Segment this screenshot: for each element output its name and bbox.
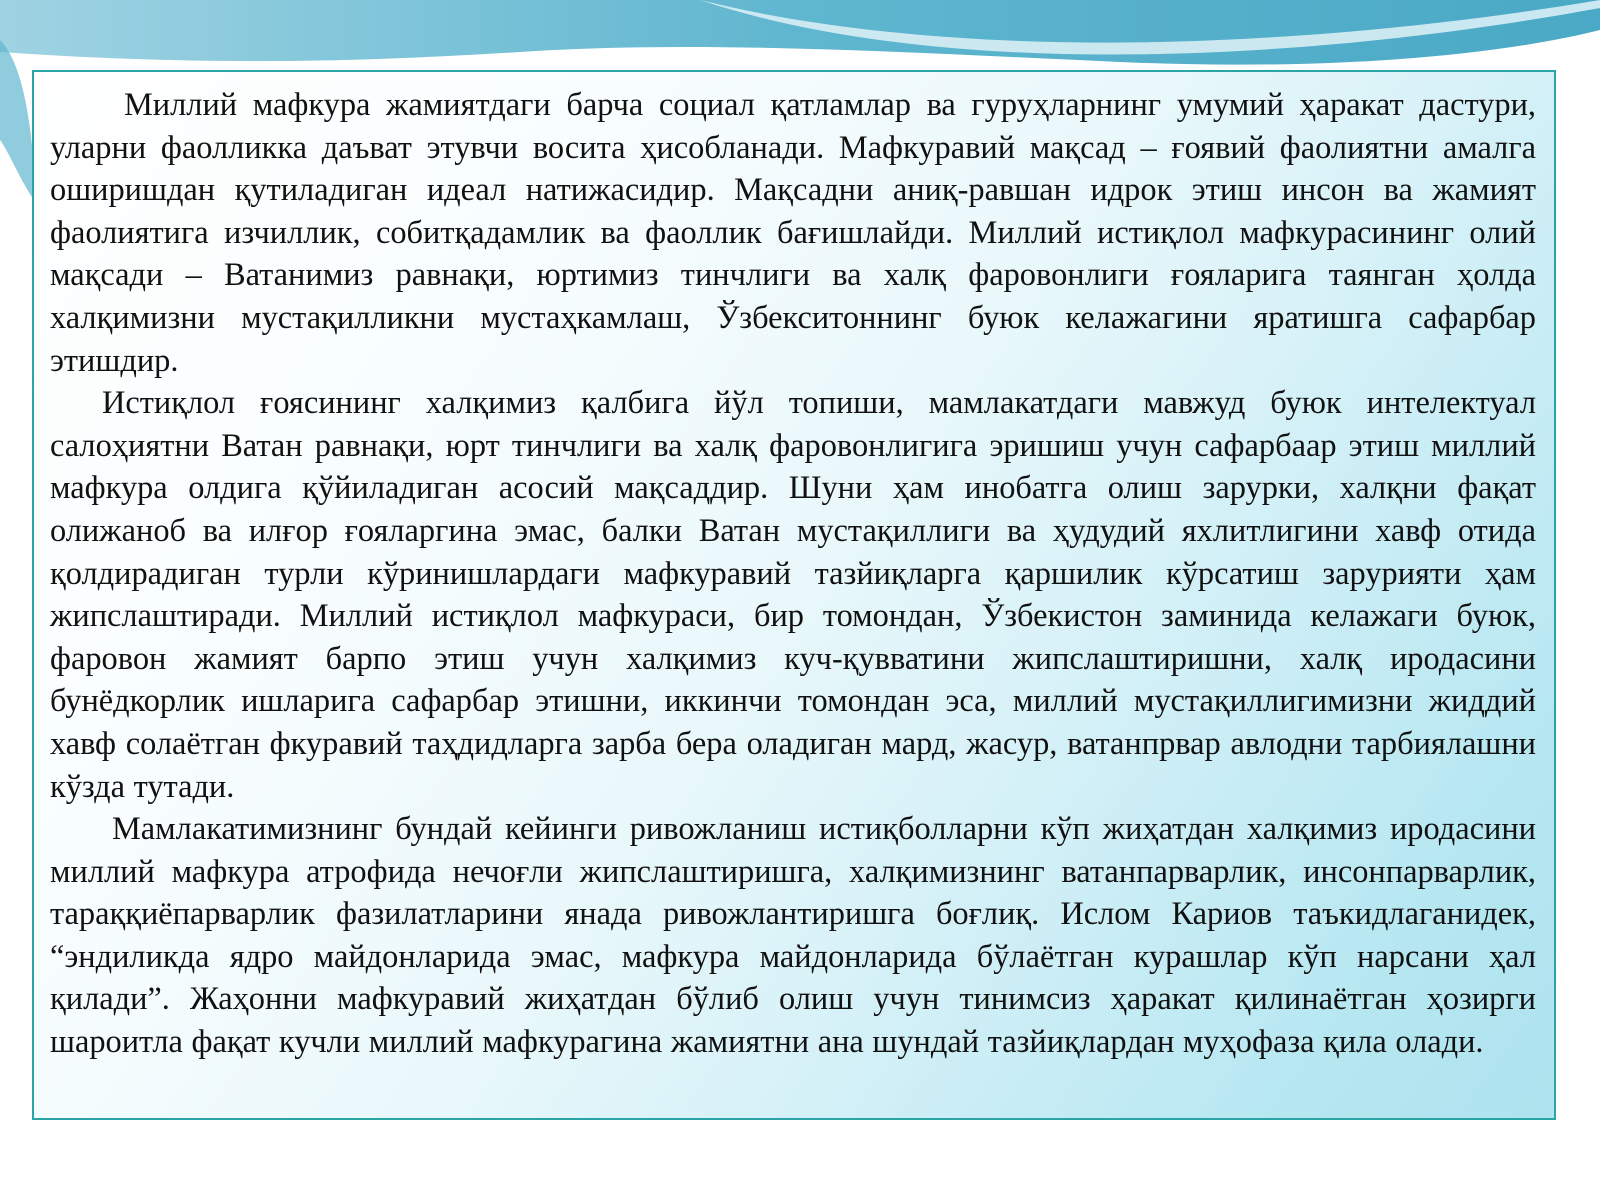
paragraph-1: Миллий мафкура жамиятдаги барча социал қатламлар ва гуруҳларнинг умумий ҳаракат дастури, уларни фаолликка даъват этувчи восита ҳисобланади. Мафкуравий мақсад – ғоявий фаолиятни амалга оширишдан қутиладиган идеал натижасидир. Мақсадни аниқ-равшан идрок этиш инсон ва жамият фаолиятига изчиллик, собитқадамлик ва фаоллик бағишлайди. Миллий истиқлол мафкурасининг олий мақсади – Ватанимиз равнақи, юртимиз тинчлиги ва халқ фаровонлиги ғояларига таянган ҳолда халқимизни мустақилликни мустаҳкамлаш, Ўзбекситоннинг буюк келажагини яратишга сафарбар этишдир. <box>50 87 1536 379</box>
paragraph-2: Истиқлол ғоясининг халқимиз қалбига йўл топиши, мамлакатдаги мавжуд буюк интелектуал салоҳиятни Ватан равнақи, юрт тинчлиги ва халқ фаровонлигига эришиш учун сафарбаар этиш миллий мафкура олдига қўйиладиган асосий мақсаддир. Шуни ҳам инобатга олиш зарурки, халқни фақат олижаноб ва илғор ғояларгина эмас, балки Ватан мустақиллиги ва ҳудудий яхлитлигини хавф отида қолдирадиган турли кўринишлардаги мафкуравий тазйиқларга қаршилик кўрсатиш зарурияти ҳам жипслаштиради. Миллий истиқлол мафкураси, бир томондан, Ўзбекистон заминида келажаги буюк, фаровон жамият барпо этиш учун халқимиз куч-қувватини жипслаштиришни, халқ иродасини бунёдкорлик ишларига сафарбар этишни, иккинчи томондан эса, миллий мустақиллигимизни жиддий хавф солаётган фкуравий таҳдидларга зарба бера оладиган мард, жасур, ватанпрвар авлодни тарбиялашни кўзда тутади. <box>50 385 1536 805</box>
content-text-box <box>32 70 1556 1120</box>
paragraph-3: Мамлакатимизнинг бундай кейинги ривожланиш истиқболларни кўп жиҳатдан халқимиз иродасини миллий мафкура атрофида нечоғли жипслаштиришга, халқимизнинг ватанпарварлик, инсонпарварлик, тараққиёпарварлик фазилатларини янада ривожлантиришга боғлиқ. Ислом Кариов таъкидлаганидек, “эндиликда ядро майдонларида эмас, мафкура майдонларида бўлаётган курашлар кўп нарсани ҳал қилади”. Жаҳонни мафкуравий жиҳатдан бўлиб олиш учун тинимсиз ҳаракат қилинаётган ҳозирги шароитла фақат кучли миллий мафкурагина жамиятни ана шундай тазйиқлардан муҳофаза қила олади. <box>50 811 1536 1061</box>
left-wave-decoration <box>0 40 34 200</box>
